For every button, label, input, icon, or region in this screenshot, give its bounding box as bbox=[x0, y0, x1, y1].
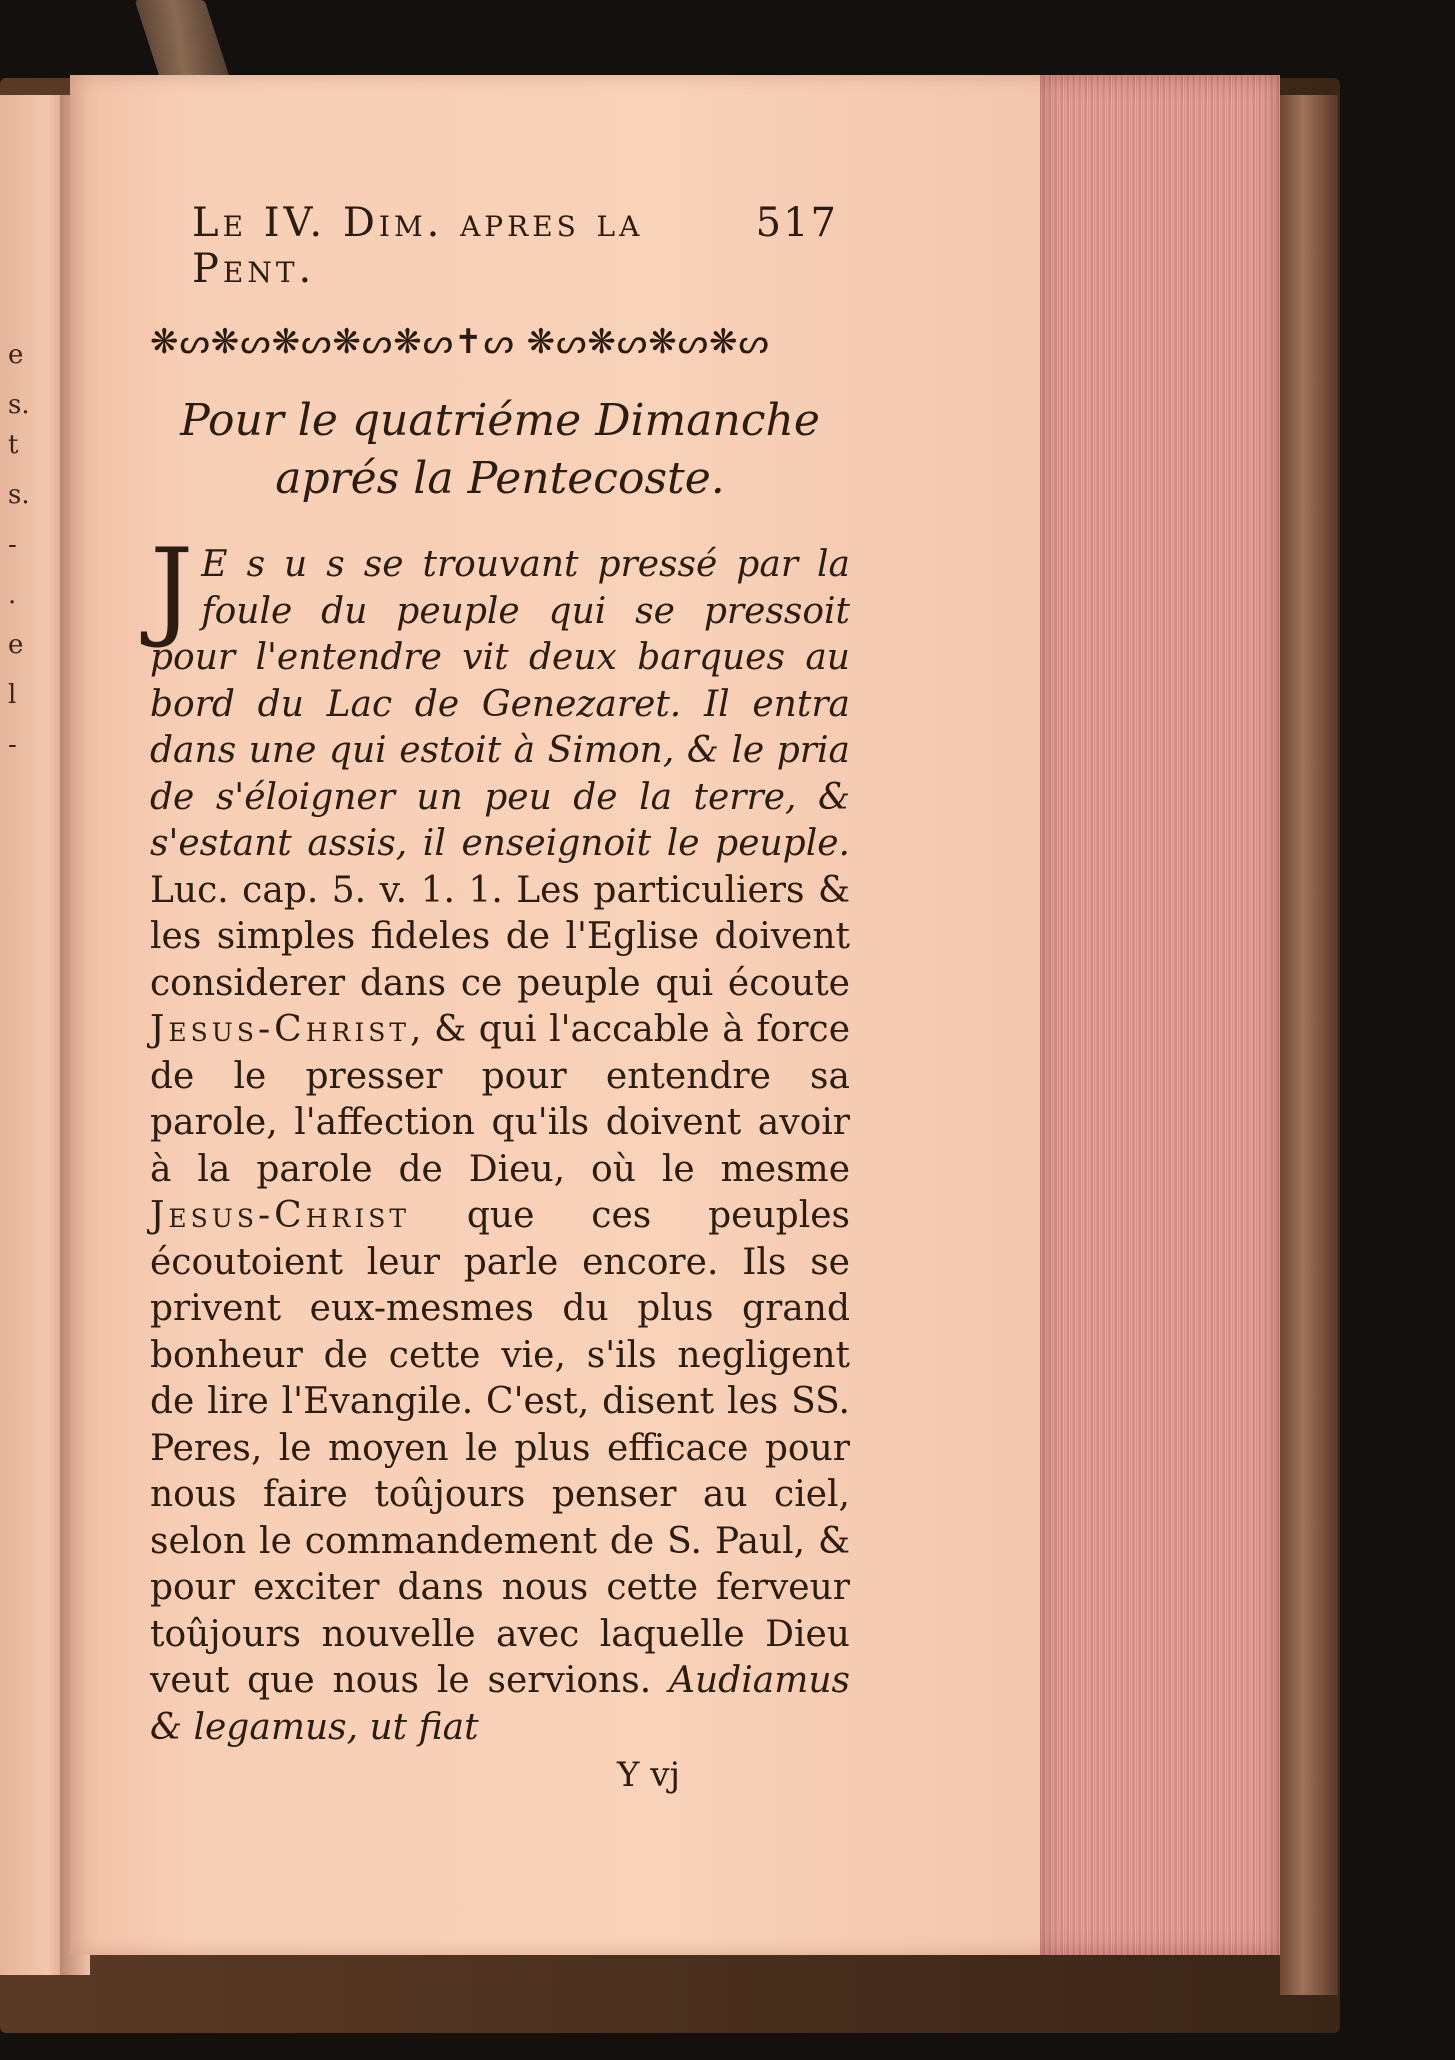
latin-quote: Audiamus & legamus, ut fiat bbox=[150, 1660, 850, 1748]
left-fragment: - bbox=[8, 730, 17, 760]
meditation-part-a: 1. Les particuliers & les simples fideles de l'Eglise doivent considerer dans ce peuple qui écoute bbox=[150, 869, 850, 1004]
citation: Luc. cap. 5. v. 1. bbox=[150, 869, 455, 911]
running-header bbox=[150, 200, 850, 292]
meditation-part-b: , & qui l'accable à force de le presser pour entendre sa parole, l'affection qu'ils doivent avoir à la parole de Dieu, où le mesme bbox=[150, 1009, 850, 1190]
section-title: Pour le quatriéme Dimanche aprés la Pentecoste. bbox=[180, 395, 820, 504]
drop-cap: J bbox=[150, 526, 194, 651]
body-text bbox=[150, 526, 850, 1751]
meditation-part-c: que ces peuples écoutoient leur parle encore. Ils se privent eux-mesmes du plus grand bonheur de cette vie, s'ils negligent de lire l'Evangile. C'est, disent les SS. Peres, le moyen le plus efficace pour nous faire toûjours penser au ciel, selon le commandement de S. Paul, & pour exciter dans nous cette ferveur toûjours nouvelle avec laquelle Dieu veut que nous le servions. bbox=[150, 1195, 850, 1701]
gospel-summary: E s u s se trouvant pressé par la foule du peuple qui se pressoit pour l'entendre vit deux barques au bord du Lac de Genezaret. Il entra dans une qui estoit à Simon, & le pria de s'éloigner un peu de la terre, & s'estant assis, il enseignoit le peuple. bbox=[150, 544, 850, 864]
jesus-christ-name: Jesus-Christ bbox=[150, 1195, 411, 1236]
left-fragment: e bbox=[8, 630, 24, 660]
left-fragment: . bbox=[8, 580, 17, 610]
book-spine bbox=[1280, 95, 1338, 1995]
left-fragment: t bbox=[8, 430, 19, 460]
left-page-edge bbox=[0, 95, 68, 1975]
left-fragment: l bbox=[8, 680, 17, 710]
page-block-edge bbox=[1040, 75, 1280, 1955]
page-text-block bbox=[150, 200, 850, 1795]
signature-mark: Y vj bbox=[616, 1755, 680, 1795]
jesus-christ-name: Jesus-Christ bbox=[150, 1009, 411, 1050]
running-head: Le IV. Dim. apres la Pent. bbox=[192, 200, 644, 292]
left-fragment: - bbox=[8, 530, 17, 560]
ornament-band: ❋ᔕ❋ᔕ❋ᔕ❋ᔕ❋ᔕ✝ᔕ ❋ᔕ❋ᔕ❋ᔕ❋ᔕ bbox=[150, 322, 770, 362]
left-fragment: e bbox=[8, 340, 24, 370]
page-number: 517 bbox=[755, 200, 838, 246]
left-fragment: s. bbox=[8, 390, 30, 420]
left-fragment: s. bbox=[8, 480, 30, 510]
